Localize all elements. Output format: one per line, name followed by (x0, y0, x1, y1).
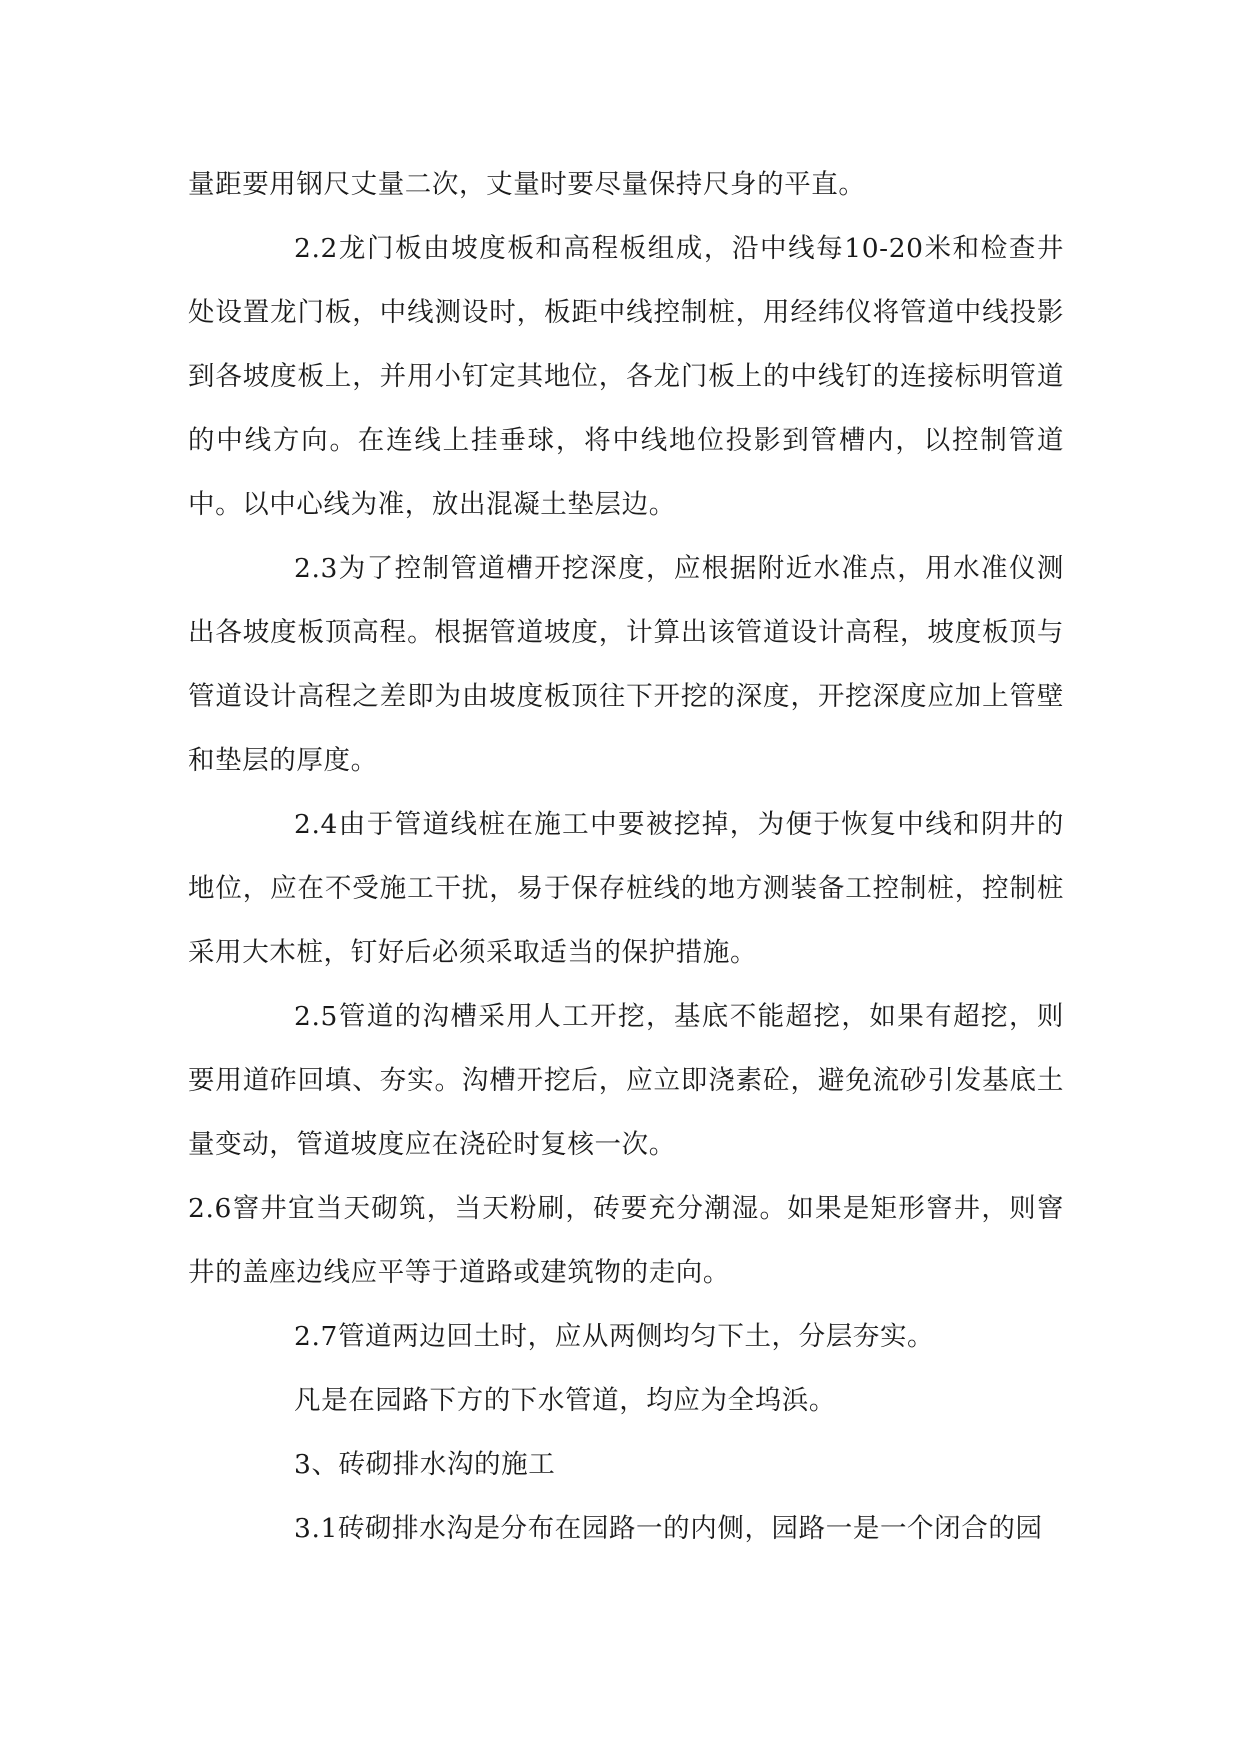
paragraph-2-4: 2.4由于管道线桩在施工中要被挖掉，为便于恢复中线和阴井的地位，应在不受施工干扰，易于保存桩线的地方测装备工控制桩，控制桩采用大木桩，钉好后必须采取适当的保护措施。 (188, 809, 1064, 968)
paragraph-1: 量距要用钢尺丈量二次，丈量时要尽量保持尺身的平直。 (188, 169, 866, 200)
paragraph-2-7: 2.7管道两边回土时，应从两侧均匀下土，分层夯实。 (294, 1321, 935, 1352)
paragraph-2-5: 2.5管道的沟槽采用人工开挖，基底不能超挖，如果有超挖，则要用道砟回填、夯实。沟槽开挖后，应立即浇素砼，避免流砂引发基底土量变动，管道坡度应在浇砼时复核一次。 (188, 1001, 1064, 1160)
paragraph-3-1: 3.1砖砌排水沟是分布在园路一的内侧，园路一是一个闭合的园 (294, 1513, 1043, 1544)
paragraph-2-6: 2.6窨井宜当天砌筑，当天粉刷，砖要充分潮湿。如果是矩形窨井，则窨井的盖座边线应平等于道路或建筑物的走向。 (188, 1193, 1064, 1288)
paragraph-2-3: 2.3为了控制管道槽开挖深度，应根据附近水准点，用水准仪测出各坡度板顶高程。根据管道坡度，计算出该管道设计高程，坡度板顶与管道设计高程之差即为由坡度板顶往下开挖的深度，开挖深度应加上管壁和垫层的厚度。 (188, 553, 1064, 776)
paragraph-drainage-note: 凡是在园路下方的下水管道，均应为全坞浜。 (294, 1385, 836, 1416)
paragraph-2-2: 2.2龙门板由坡度板和高程板组成，沿中线每10-20米和检查井处设置龙门板，中线测设时，板距中线控制桩，用经纬仪将管道中线投影到各坡度板上，并用小钉定其地位，各龙门板上的中线钉的连接标明管道的中线方向。在连线上挂垂球，将中线地位投影到管槽内，以控制管道中。以中心线为准，放出混凝土垫层边。 (188, 233, 1064, 520)
body-text (188, 153, 1064, 1561)
section-heading-3: 3、砖砌排水沟的施工 (294, 1449, 556, 1480)
